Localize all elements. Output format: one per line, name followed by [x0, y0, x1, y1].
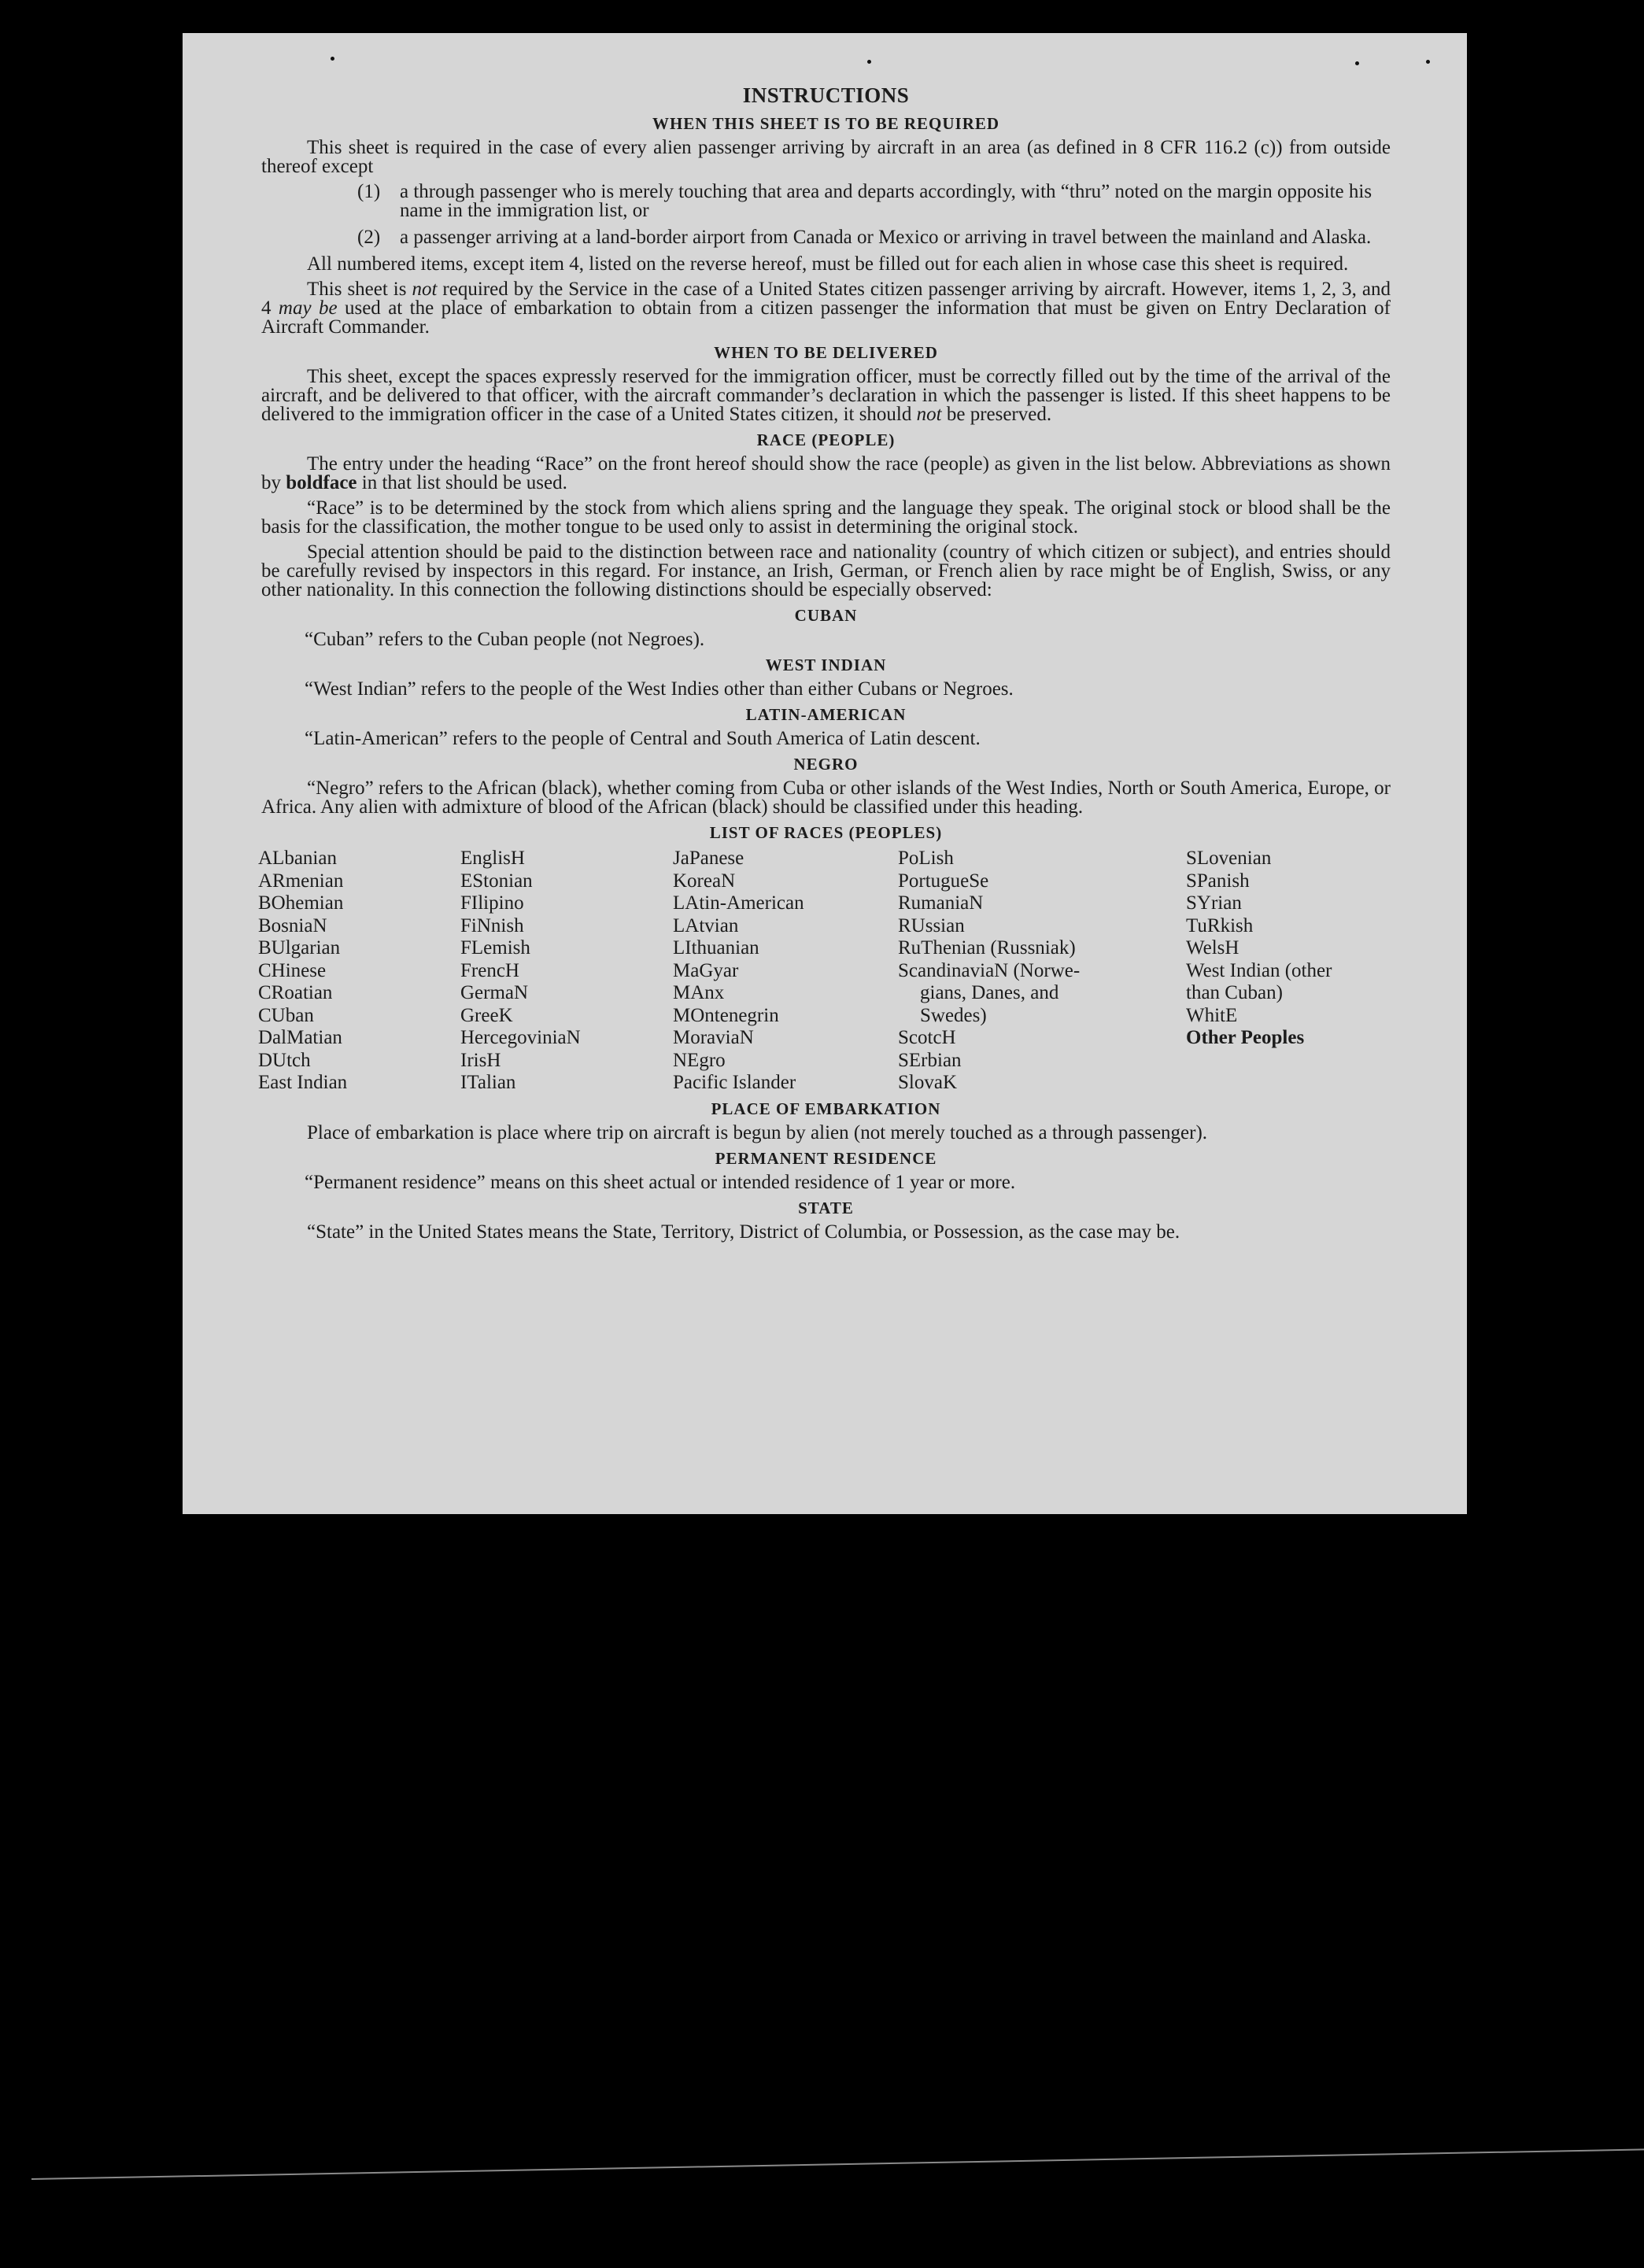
paragraph-numbered-items: All numbered items, except item 4, listed on the reverse hereof, must be filled out for each alien in whose case this sheet is required.	[307, 253, 1349, 275]
race-entry: RumaniaN	[898, 892, 984, 914]
paragraph-race-stock: “Race” is to be determined by the stock from which aliens spring and the language they speak. The original stock or blood shall be the basis for the classification, the mother tongue to be used only to assist in determining the original stock.	[261, 497, 1391, 537]
race-entry: West Indian (other	[1186, 959, 1332, 981]
scan-speck	[1355, 61, 1359, 65]
race-entry: RUssian	[898, 914, 965, 936]
race-entry: FLemish	[460, 937, 530, 959]
definition-latin-american: “Latin-American” refers to the people of Central and South America of Latin descent.	[305, 728, 981, 749]
paragraph-citizen-not: not	[412, 279, 438, 300]
race-entry: FrencH	[460, 959, 519, 981]
paragraph-citizen-may-be: may be	[278, 297, 338, 319]
race-entry: JaPanese	[673, 848, 744, 869]
race-entry: SlovaK	[898, 1072, 957, 1093]
section-heading-west-indian: WEST INDIAN	[765, 656, 887, 674]
race-entry-continued: Swedes)	[920, 1004, 987, 1026]
race-entry-continued: than Cuban)	[1186, 982, 1283, 1003]
race-entry: PoLish	[898, 848, 954, 869]
race-entry: FIlipino	[460, 892, 524, 914]
race-entry: LIthuanian	[673, 937, 759, 959]
race-entry: LAtin-American	[673, 892, 804, 914]
races-column	[1186, 848, 1387, 1095]
section-heading-race: RACE (PEOPLE)	[756, 430, 896, 449]
definition-west-indian: “West Indian” refers to the people of the West Indies other than either Cubans or Negroes.	[305, 678, 1014, 700]
race-entry: DUtch	[258, 1049, 311, 1071]
race-entry: MAnx	[673, 982, 725, 1003]
section-heading-list-of-races: LIST OF RACES (PEOPLES)	[709, 823, 943, 842]
race-entry: CHinese	[258, 959, 327, 981]
races-column	[460, 848, 673, 1095]
section-heading-cuban: CUBAN	[794, 606, 858, 625]
exception-item	[261, 228, 1391, 247]
race-entry: MaGyar	[673, 959, 739, 981]
section-heading-negro: NEGRO	[793, 755, 859, 774]
exceptions-list	[261, 183, 1391, 247]
race-entry: BUlgarian	[258, 937, 341, 959]
race-entry: SErbian	[898, 1049, 962, 1071]
paragraph-delivered	[261, 368, 1391, 424]
race-entry: NEgro	[673, 1049, 726, 1071]
section-heading-when-delivered: WHEN TO BE DELIVERED	[714, 343, 938, 362]
section-heading-state: STATE	[798, 1198, 854, 1217]
paragraph-delivered-part-b: be preserved.	[941, 404, 1052, 425]
paragraph-race-entry-part-b: in that list should be used.	[357, 472, 567, 493]
race-entry: MOntenegrin	[673, 1004, 779, 1026]
paragraph-required-intro: This sheet is required in the case of every alien passenger arriving by aircraft in an area (as defined in 8 CFR 116.2 (c)) from outside thereof except	[261, 137, 1391, 177]
race-entry: CUban	[258, 1004, 314, 1026]
race-entry: KoreaN	[673, 870, 736, 892]
race-entry: FiNnish	[460, 914, 524, 936]
scan-speck	[331, 57, 334, 61]
race-entry: GermaN	[460, 982, 529, 1003]
race-entry: DalMatian	[258, 1027, 342, 1048]
scan-artifact-line	[31, 2148, 1644, 2180]
exception-text: a passenger arriving at a land-border airport from Canada or Mexico or arriving in travel between the mainland and Alaska.	[400, 227, 1372, 248]
races-table	[258, 848, 1391, 1095]
race-entry: SLovenian	[1186, 848, 1272, 869]
race-entry: EnglisH	[460, 848, 525, 869]
race-entry: CRoatian	[258, 982, 333, 1003]
race-entry: East Indian	[258, 1072, 348, 1093]
races-column	[898, 848, 1186, 1095]
definition-permanent-residence: “Permanent residence” means on this sheet actual or intended residence of 1 year or more.	[305, 1171, 1016, 1193]
race-entry: SPanish	[1186, 870, 1250, 892]
race-entry-other-peoples: Other Peoples	[1186, 1027, 1305, 1048]
race-entry: ScotcH	[898, 1027, 956, 1048]
race-entry: LAtvian	[673, 914, 739, 936]
race-entry: ITalian	[460, 1072, 516, 1093]
exception-item	[261, 183, 1391, 220]
exception-number: (2)	[357, 227, 381, 248]
race-entry: ALbanian	[258, 848, 337, 869]
race-entry: GreeK	[460, 1004, 513, 1026]
paragraph-citizen-part-b: required by the Service in the case of a United States citizen passenger arriving by aircraft. However, items 1, 2, 3, and 4	[261, 279, 1391, 319]
race-entry: MoraviaN	[673, 1027, 754, 1048]
race-entry: WelsH	[1186, 937, 1239, 959]
paragraph-race-nationality: Special attention should be paid to the distinction between race and nationality (country of which citizen or subject), and entries should be carefully revised by inspectors in this regard. For instance, an Irish, German, or French alien by race might be of English, Swiss, or any other nationality. In this connection the following distinctions should be especially observed:	[261, 541, 1391, 600]
section-heading-latin-american: LATIN-AMERICAN	[745, 705, 907, 724]
race-entry: IrisH	[460, 1049, 501, 1071]
race-entry: HercegoviniaN	[460, 1027, 581, 1048]
document-content	[258, 83, 1391, 1248]
race-entry: ScandinaviaN (Norwe-	[898, 959, 1081, 981]
paragraph-citizen-part-c: used at the place of embarkation to obtain from a citizen passenger the information that must be given on Entry Declaration of Aircraft Commander.	[261, 297, 1391, 338]
race-entry: Pacific Islander	[673, 1072, 796, 1093]
section-heading-when-required: WHEN THIS SHEET IS TO BE REQUIRED	[652, 114, 1000, 133]
scan-speck	[867, 60, 871, 64]
section-heading-permanent-residence: PERMANENT RESIDENCE	[715, 1148, 937, 1168]
race-entry: PortugueSe	[898, 870, 989, 892]
section-heading-place-of-embarkation: PLACE OF EMBARKATION	[711, 1099, 941, 1118]
race-entry-continued: gians, Danes, and	[920, 982, 1059, 1003]
races-column	[673, 848, 898, 1095]
scan-speck	[1426, 60, 1430, 64]
paragraph-citizen-part-a: This sheet is	[307, 279, 412, 300]
race-entry: TuRkish	[1186, 914, 1254, 936]
definition-cuban: “Cuban” refers to the Cuban people (not Negroes).	[305, 629, 705, 650]
paragraph-delivered-part-a: This sheet, except the spaces expressly reserved for the immigration officer, must be correctly filled out by the time of the arrival of the aircraft, and be delivered to that officer, with the aircraft commander’s declaration in which the passenger is listed. If this sheet happens to be delivered to the immigration officer in the case of a United States citizen, it should	[261, 366, 1391, 425]
paragraph-race-entry	[261, 455, 1391, 493]
definition-negro: “Negro” refers to the African (black), whether coming from Cuba or other islands of the West Indies, North or South America, Europe, or Africa. Any alien with admixture of blood of the African (black) should be classified under this heading.	[261, 778, 1391, 818]
race-entry: ARmenian	[258, 870, 344, 892]
document-sheet	[183, 33, 1467, 1514]
race-entry: BOhemian	[258, 892, 344, 914]
race-entry: EStonian	[460, 870, 533, 892]
definition-place-of-embarkation: Place of embarkation is place where trip on aircraft is begun by alien (not merely touched as a through passenger).	[307, 1121, 1208, 1143]
exception-number: (1)	[357, 181, 381, 202]
races-column	[258, 848, 460, 1095]
race-entry: SYrian	[1186, 892, 1242, 914]
race-entry: WhitE	[1186, 1004, 1238, 1026]
race-entry: RuThenian (Russniak)	[898, 937, 1076, 959]
paragraph-race-entry-part-a: The entry under the heading “Race” on the front hereof should show the race (people) as given in the list below. Abbreviations as shown by	[261, 453, 1391, 493]
exception-text: a through passenger who is merely touching that area and departs accordingly, with “thru” noted on the margin opposite his name in the immigration list, or	[400, 181, 1372, 221]
definition-state: “State” in the United States means the State, Territory, District of Columbia, or Possession, as the case may be.	[307, 1221, 1180, 1243]
paragraph-citizen	[261, 280, 1391, 337]
paragraph-delivered-not: not	[916, 404, 942, 425]
document-title: INSTRUCTIONS	[742, 83, 910, 107]
paragraph-race-entry-boldface: boldface	[286, 472, 357, 493]
race-entry: BosniaN	[258, 914, 327, 936]
